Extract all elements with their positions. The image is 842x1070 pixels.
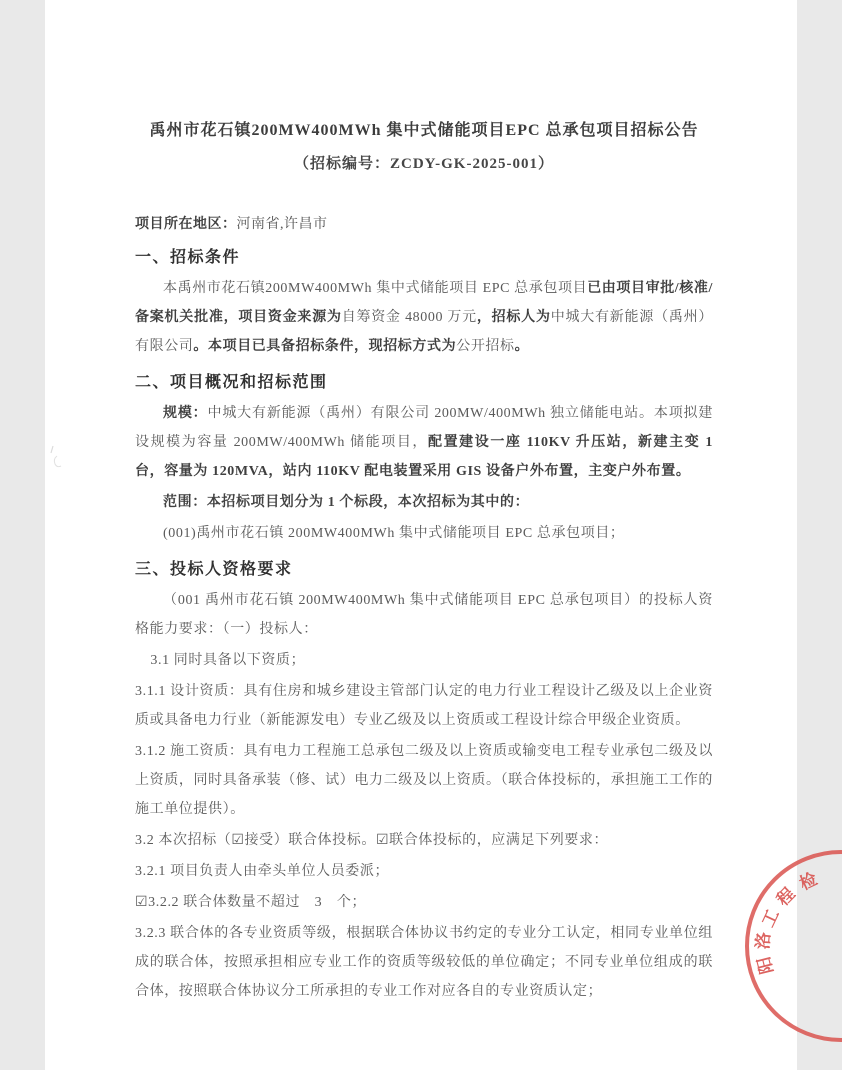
document-content (135, 0, 713, 1008)
tender-condition-project-name: 本禹州市花石镇200MW400MWh 集中式储能项目 EPC 总承包项目 (163, 281, 588, 296)
tenderer-name: 中城大有新能源（禹州）有限公司 (135, 310, 713, 354)
clause-3-2-3: 3.2.3 联合体的各专业资质等级，根据联合体协议书约定的专业分工认定，相同专业单位组成的联合体，按照承担相应专业工作的资质等级较低的单位确定；不同专业单位组成的联合体，按照联合体协议分工所承担的专业工作对应各自的专业资质认定； (135, 926, 713, 999)
section-1-heading: 一、招标条件 (135, 249, 241, 266)
seal-char-icon: 检 (796, 869, 821, 894)
section-3-heading: 三、投标人资格要求 (135, 561, 293, 578)
clause-3-1-1: 3.1.1 设计资质：具有住房和城乡建设主管部门认定的电力行业工程设计乙级及以上企业资质或具备电力行业（新能源发电）专业乙级及以上资质或工程设计综合甲级企业资质。 (135, 684, 713, 728)
seal-char-icon: 程 (773, 884, 799, 910)
project-scale-paragraph (135, 399, 713, 486)
seal-char-icon: 工 (758, 906, 783, 931)
scale-description: 中城大有新能源（禹州）有限公司 200MW/400MWh 独立储能电站。本项拟建设规模为容量 200MW/400MWh 储能项目， (135, 406, 713, 450)
clause-3-2-1: 3.2.1 项目负责人由牵头单位人员委派； (135, 864, 390, 879)
tender-method-value: 公开招标 (456, 339, 515, 354)
clause-3-2: 3.2 本次招标（☑接受）联合体投标。☑联合体投标的，应满足下列要求： (135, 833, 609, 848)
project-location-value: 河南省,许昌市 (236, 217, 328, 232)
scanned-document-page (45, 0, 821, 1070)
seal-char-icon: 阳 (754, 954, 777, 976)
tender-condition-approval-text: 已由项目审批/核准/备案机关批准，项目资金来源为 (135, 281, 713, 325)
clause-3-2-2: ☑3.2.2 联合体数量不超过 3 个； (135, 895, 367, 910)
document-title: 禹州市花石镇200MW400MWh 集中式储能项目EPC 总承包项目招标公告 (149, 122, 699, 139)
section-1-paragraph (135, 274, 713, 361)
tenderer-label: ，招标人为 (476, 310, 551, 325)
project-location-label: 项目所在地区： (135, 217, 237, 232)
scope-text: 本招标项目划分为 1 个标段，本次招标为其中的： (206, 495, 530, 510)
project-location-line (135, 214, 713, 236)
lot-001-line: (001)禹州市花石镇 200MW400MWh 集中式储能项目 EPC 总承包项目； (163, 526, 625, 541)
tender-method-label: 。本项目已具备招标条件，现招标方式为 (193, 339, 457, 354)
scale-label: 规模： (163, 406, 208, 421)
tender-number: （招标编号：ZCDY-GK-2025-001） (294, 156, 554, 172)
clause-3-1: 3.1 同时具备以下资质； (150, 653, 306, 668)
sentence-period: 。 (514, 339, 530, 354)
section-2-heading: 二、项目概况和招标范围 (135, 374, 328, 391)
scope-label: 范围： (163, 495, 207, 510)
red-seal-stamp (697, 845, 842, 1055)
tender-scope-line (135, 488, 713, 517)
clause-3-1-2: 3.1.2 施工资质：具有电力工程施工总承包二级及以上资质或输变电工程专业承包二级及以上资质，同时具备承装（修、试）电力二级及以上资质。（联合体投标的，承担施工工作的施工单位提供）。 (135, 744, 713, 817)
seal-char-icon: 洛 (753, 931, 774, 951)
scale-configuration: 配置建设一座 110KV 升压站，新建主变 1 台，容量为 120MVA，站内 110KV 配电装置采用 GIS 设备户外布置，主变户外布置。 (135, 435, 713, 479)
bidder-qualification-intro: （001 禹州市花石镇 200MW400MWh 集中式储能项目 EPC 总承包项目）的投标人资格能力要求：（一）投标人： (135, 593, 713, 637)
seal-ring (747, 852, 842, 1040)
scan-pencil-mark-icon (47, 444, 69, 470)
funding-source-value: 自筹资金 48000 万元 (341, 310, 477, 325)
